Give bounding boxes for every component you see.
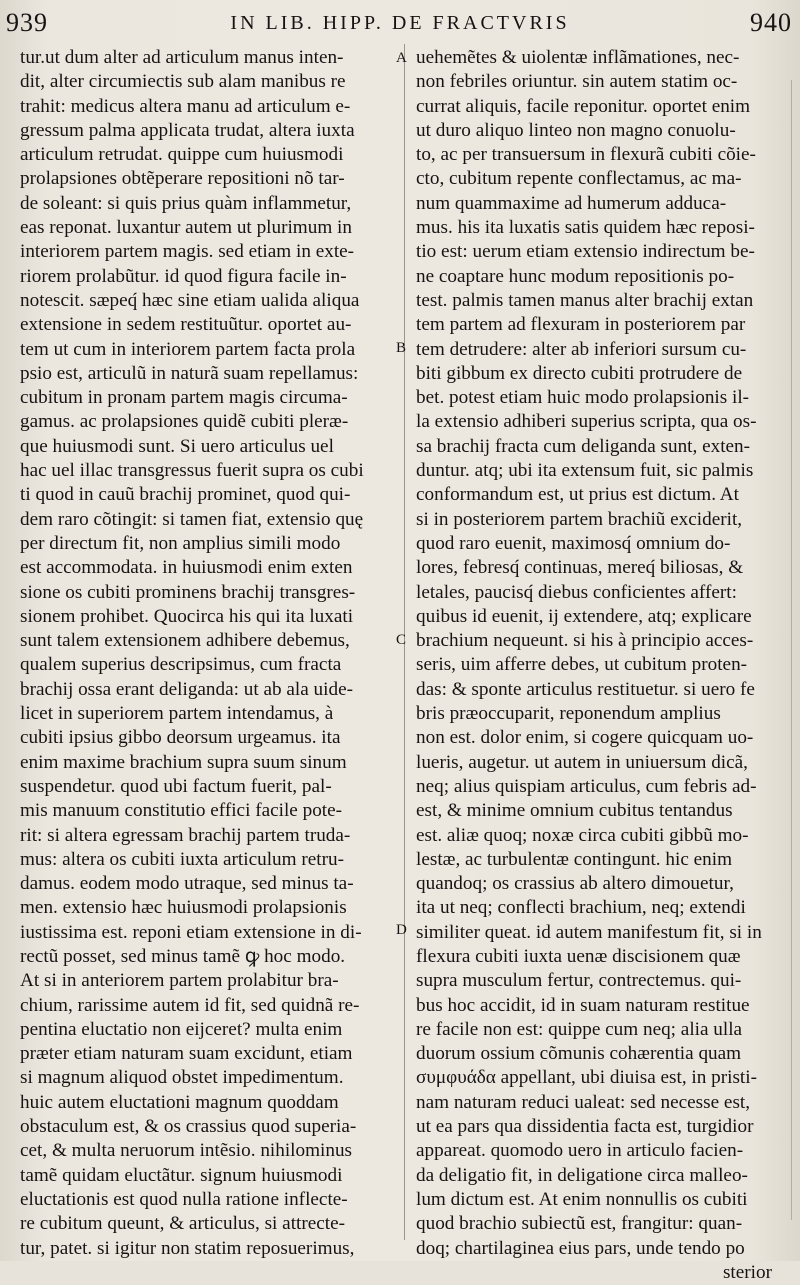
left-page-number: 939 <box>6 8 48 37</box>
text-line: sionem prohibet. Quocirca his qui ita luxati <box>20 605 354 627</box>
text-line: cet, & multa neruorum intẽsio. nihilominus <box>20 1140 353 1162</box>
text-line: qualem superius descripsimus, cum fracta <box>20 654 342 676</box>
text-line: συμφυάδα appellant, ubi diuisa est, in pristi- <box>416 1067 757 1089</box>
text-line: quod brachio subiectũ est, frangitur: quan- <box>416 1213 743 1235</box>
text-line: ti quod in cauũ brachij prominet, quod qui- <box>20 484 351 506</box>
text-line: ut duro aliquo linteo non magno conuolu- <box>416 119 736 141</box>
text-line: psio est, articulũ in naturã suam repellamus: <box>20 362 359 384</box>
text-line: damus. eodem modo utraque, sed minus ta- <box>20 873 354 895</box>
text-line: ne coaptare hunc modum repositionis po- <box>416 265 735 287</box>
text-line: cto, cubitum repente conflectamus, ac ma- <box>416 168 742 190</box>
text-line: si magnum aliquod obstet impedimentum. <box>20 1067 344 1089</box>
text-line: das: & sponte articulus restituetur. si uero fe <box>416 678 755 700</box>
text-line: non est. dolor enim, si cogere quicquam uo- <box>416 727 754 749</box>
text-line: tem ut cum in interiorem partem facta prola <box>20 338 356 360</box>
text-line: bus hoc accidit, id in suam naturam restitue <box>416 994 750 1016</box>
text-line: brachium nequeunt. si his à principio acces- <box>416 630 754 652</box>
text-line: flexura cubiti iuxta uenæ discisionem quæ <box>416 945 741 967</box>
text-line: obstaculum est, & os crassius quod superia- <box>20 1116 357 1138</box>
text-line: re facile non est: quippe cum neq; alia ulla <box>416 1018 743 1040</box>
text-line: dit, alter circumiectis sub alam manibus re <box>20 71 346 93</box>
margin-marker-a: A <box>396 50 407 66</box>
text-line: to, ac per transuersum in flexurã cubiti cõie- <box>416 144 756 166</box>
text-line: de soleant: si quis prius quàm inflammetur, <box>20 192 352 214</box>
text-line: lestæ, ac turbulentæ contingunt. hic enim <box>416 848 733 870</box>
text-line: bet. potest etiam huic modo prolapsionis il- <box>416 387 750 409</box>
text-line: mus: altera os cubiti iuxta articulum retru- <box>20 848 344 870</box>
text-line: eluctationis est quod nulla ratione inflecte- <box>20 1188 348 1210</box>
text-line: iustissima est. reponi etiam extensione in di- <box>20 921 362 943</box>
text-line: est, & minime omnium cubitus tentandus <box>416 800 733 822</box>
text-line: mus. his ita luxatis satis quidem hæc reposi- <box>416 217 755 239</box>
text-line: per directum fit, non amplius simili modo <box>20 532 341 554</box>
text-line: brachij ossa erant deliganda: ut ab ala uide- <box>20 678 353 700</box>
left-text-column <box>20 46 396 1261</box>
right-page-number: 940 <box>750 8 792 37</box>
right-text-column <box>416 46 780 1285</box>
text-line: dem raro cõtingit: si tamen fiat, extensio quę <box>20 508 364 530</box>
text-line: tem detrudere: alter ab inferiori sursum cu- <box>416 338 747 360</box>
text-line: cubitum in pronam partem magis circuma- <box>20 387 348 409</box>
page-header <box>0 6 800 40</box>
text-line: quod raro euenit, maximosq́ omnium do- <box>416 532 731 554</box>
running-title: IN LIB. HIPP. DE FRACTVRIS <box>230 12 570 34</box>
text-line: appareat. quomodo uero in articulo facien- <box>416 1140 744 1162</box>
text-line: rit: si altera egressam brachij partem truda- <box>20 824 351 846</box>
text-line: prolapsiones obtẽperare repositioni nõ tar- <box>20 168 345 190</box>
text-line: enim maxime brachium supra suum sinum <box>20 751 347 773</box>
text-line: currat aliquis, facile reponitur. oportet enim <box>416 95 751 117</box>
text-line: duorum ossium cõmunis cohærentia quam <box>416 1043 742 1065</box>
text-line: nam naturam reduci ualeat: sed necesse est, <box>416 1091 751 1113</box>
text-line: test. palmis tamen manus alter brachij extan <box>416 289 754 311</box>
text-line: licet in superiorem partem intendamus, à <box>20 703 334 725</box>
text-line: præter etiam naturam suam excidunt, etiam <box>20 1043 353 1065</box>
text-line: est accommodata. in huiusmodi enim exten <box>20 557 353 579</box>
text-line: interiorem partem magis. sed etiam in exte- <box>20 241 355 263</box>
text-line: notescit. sæpeq́ hæc sine etiam ualida aliqua <box>20 289 360 311</box>
text-line: seris, uim afferre debes, ut cubitum proten- <box>416 654 748 676</box>
text-line: uehemẽtes & uiolentæ inflãmationes, nec- <box>416 47 740 68</box>
text-line: que huiusmodi sunt. Si uero articulus uel <box>20 435 334 457</box>
text-line: chium, rarissime autem id fit, sed quidnã re- <box>20 994 360 1016</box>
text-line: letales, paucisq́ diebus conficientes affert: <box>416 581 737 603</box>
text-line: riorem prolabũtur. id quod figura facile in- <box>20 265 347 287</box>
text-line: neq; alius quispiam articulus, cum febris ad- <box>416 775 757 797</box>
text-line: cubiti ipsius gibbo deorsum urgeamus. ita <box>20 727 341 749</box>
text-line: lueris, augetur. ut autem in uniuersum dicã, <box>416 751 748 773</box>
text-line: extensione in sedem restituũtur. oportet au- <box>20 314 352 336</box>
text-line: est. aliæ quoq; noxæ circa cubiti gibbũ mo- <box>416 824 749 846</box>
text-line: da deligatio fit, in deligatione circa malleo- <box>416 1164 748 1186</box>
text-line: sunt talem extensionem adhibere debemus, <box>20 630 350 652</box>
text-line: lores, febresq́ continuas, mereq́ biliosas, & <box>416 557 744 579</box>
text-line: bris præoccuparit, reponendum amplius <box>416 703 721 725</box>
text-line: tur, patet. si igitur non statim reposuerimus, <box>20 1237 355 1259</box>
text-line: num quammaxime ad humerum adduca- <box>416 192 727 214</box>
text-line: conformandum est, ut prius est dictum. At <box>416 484 739 506</box>
text-line: la extensio adhiberi superius scripta, qua os- <box>416 411 757 433</box>
text-line: articulum retrudat. quippe cum huiusmodi <box>20 144 344 166</box>
margin-marker-b: B <box>396 340 407 356</box>
text-line: mis manuum constitutio effici facile pote- <box>20 800 343 822</box>
text-line: biti gibbum ex directo cubiti protrudere de <box>416 362 743 384</box>
text-line: sione os cubiti prominens brachij transgres- <box>20 581 356 603</box>
text-line: duntur. atq; ubi ita extensum fuit, sic palmis <box>416 460 754 482</box>
text-line: pentina eluctatio non eijceret? multa enim <box>20 1018 343 1040</box>
text-line: si in posteriorem partem brachiũ exciderit, <box>416 508 743 530</box>
text-line: sa brachij fracta cum deliganda sunt, exten- <box>416 435 751 457</box>
text-line: non febriles oriuntur. sin autem statim oc- <box>416 71 738 93</box>
text-line: At si in anteriorem partem prolabitur bra- <box>20 970 339 992</box>
text-line: hac uel illac transgressus fuerit supra os cubi <box>20 460 364 482</box>
text-line: ut ea pars qua dissidentia facta est, turgidior <box>416 1116 754 1138</box>
text-line: eas reponat. luxantur autem ut plurimum in <box>20 217 352 239</box>
text-line: doq; chartilaginea eius pars, unde tendo po <box>416 1237 745 1259</box>
text-line: similiter queat. id autem manifestum fit, si in <box>416 921 762 943</box>
margin-marker-d: D <box>396 922 407 938</box>
text-line: lum dictum est. At enim nonnullis os cubiti <box>416 1188 748 1210</box>
text-line: ita ut neq; conflecti brachium, neq; extendi <box>416 897 746 919</box>
text-line: suspendetur. quod ubi factum fuerit, pal- <box>20 775 332 797</box>
text-line: gressum palma applicata trudat, altera iuxta <box>20 119 355 141</box>
outer-margin-rule <box>791 80 792 1220</box>
text-line: tem partem ad flexuram in posteriorem par <box>416 314 746 336</box>
text-line: gamus. ac prolapsiones quidẽ cubiti pleræ- <box>20 411 349 433</box>
text-line: tur.ut dum alter ad articulum manus inten- <box>20 47 344 68</box>
text-line: tamẽ quidam eluctãtur. signum huiusmodi <box>20 1164 343 1186</box>
text-line: quibus id euenit, ij extendere, atq; explicare <box>416 605 752 627</box>
text-line: supra musculum fertur, contrectemus. qui- <box>416 970 742 992</box>
margin-marker-c: C <box>396 632 407 648</box>
text-line: huic autem eluctationi magnum quoddam <box>20 1091 339 1113</box>
text-line: sterior <box>722 1261 772 1283</box>
text-line: men. extensio hæc huiusmodi prolapsionis <box>20 897 347 919</box>
text-line: trahit: medicus altera manu ad articulum e- <box>20 95 351 117</box>
text-line: re cubitum queunt, & articulus, si attrecte- <box>20 1213 346 1235</box>
text-line: quandoq; os crassius ab altero dimouetur, <box>416 873 734 895</box>
text-line: tio est: uerum etiam extensio indirectum be- <box>416 241 755 263</box>
text-line: rectũ posset, sed minus tamẽ ꝙ hoc modo. <box>20 945 346 967</box>
